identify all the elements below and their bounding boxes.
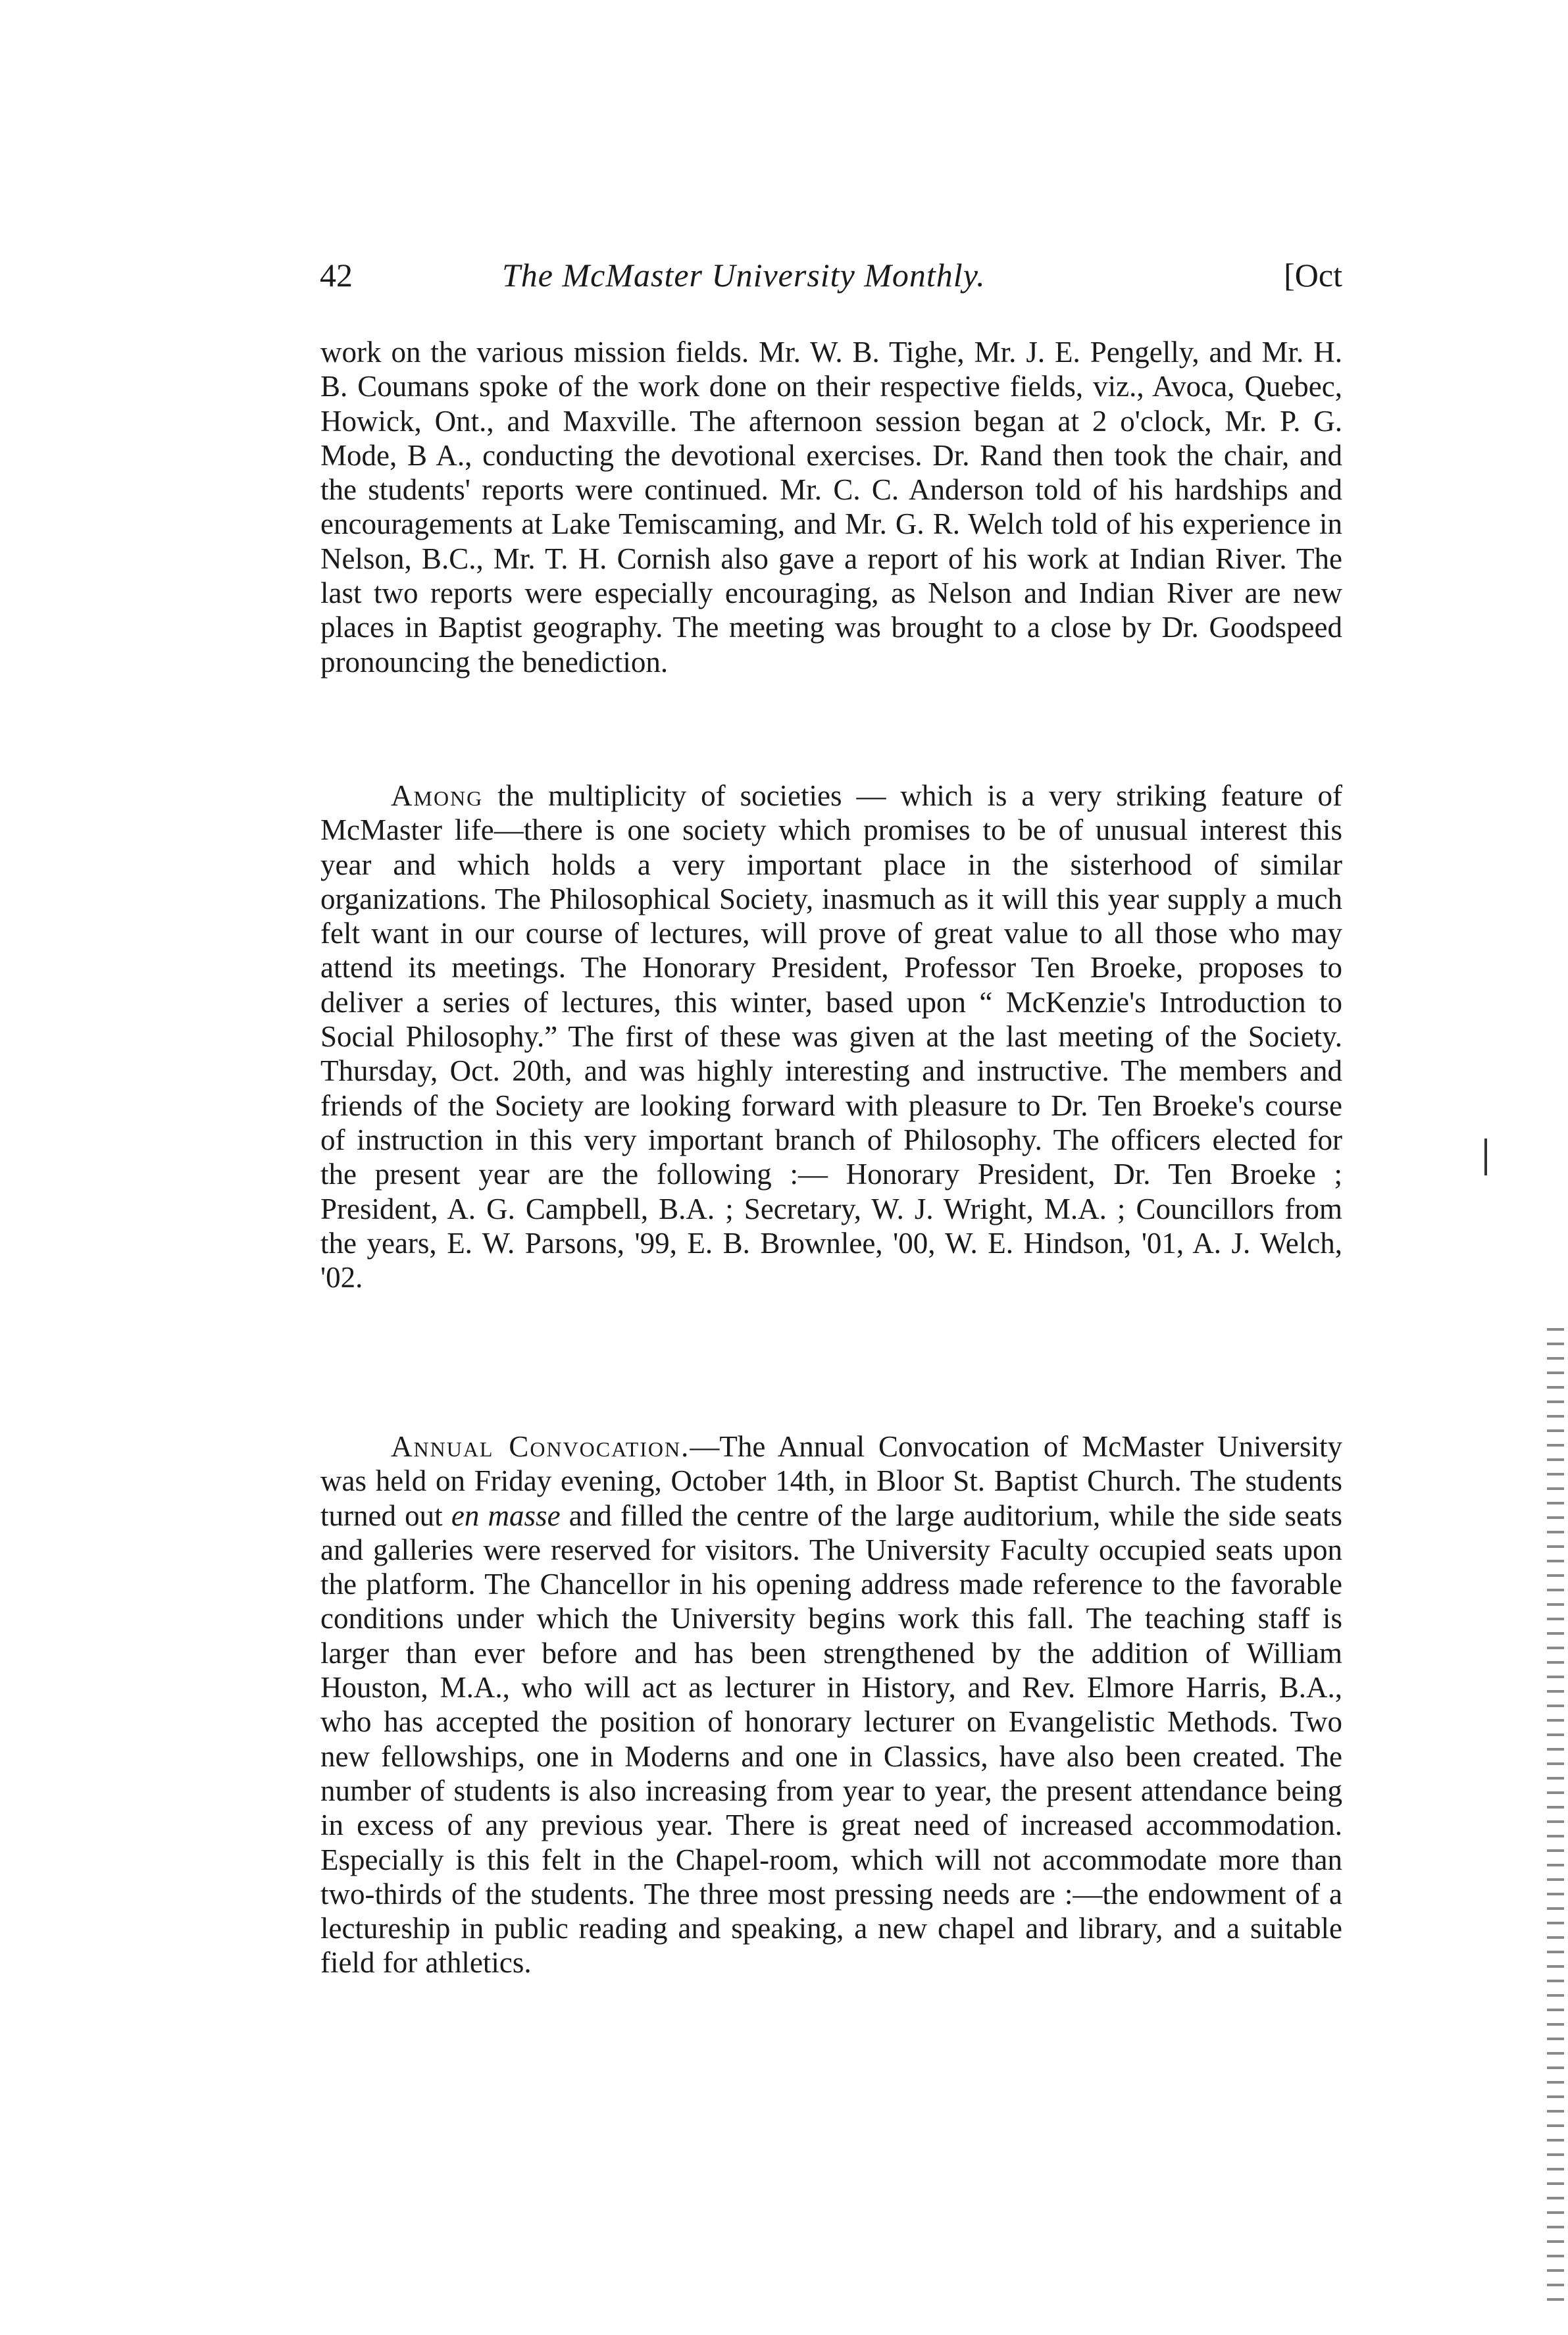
issue-month: [Oct — [1284, 257, 1342, 294]
section-heading: Annual Convocation. — [391, 1430, 690, 1463]
paragraph-text: work on the various mission fields. Mr. W. B. Tighe, Mr. J. E. Pengelly, and Mr. H. B. Coumans spoke of the work done on their respective fields, viz., Avoca, Quebec, Howick, Ont., and Maxville. The afternoon session began at 2 o'clock, Mr. P. G. Mode, B A., conducting the devotional exercises. Dr. Rand then took the chair, and the students' reports were continued. Mr. C. C. Anderson told of his hardships and encouragements at Lake Temiscaming, and Mr. G. R. Welch told of his experience in Nelson, B.C., Mr. T. H. Cornish also gave a report of his work at Indian River. The last two reports were especially encouraging, as Nelson and Indian River are new places in Baptist geography. The meeting was brought to a close by Dr. Goodspeed pronouncing the benediction. — [320, 336, 1342, 679]
paragraph-philosophical-society — [320, 779, 1342, 1295]
scan-artifact-mark — [1484, 1139, 1487, 1175]
italic-phrase: en masse — [451, 1499, 561, 1532]
scan-edge-artifact — [1547, 1316, 1564, 2303]
paragraph-text: the multiplicity of societies — which is a very striking feature of McMaster life—there is one society which promises to be of unusual interest this year and which holds a very important place in the sisterhood of similar organizations. The Philosophical Society, inasmuch as it will this year supply a much felt want in our course of lectures, will prove of great value to all those who may attend its meetings. The Honorary President, Professor Ten Broeke, proposes to deliver a series of lectures, this winter, based upon “ McKenzie's Introduction to Social Philosophy.” The first of these was given at the last meeting of the Society. Thursday, Oct. 20th, and was highly interesting and instructive. The members and friends of the Society are looking forward with pleasure to Dr. Ten Broeke's course of instruction in this very important branch of Philosophy. The officers elected for the present year are the following :— Honorary President, Dr. Ten Broeke ; President, A. G. Campbell, B.A. ; Secretary, W. J. Wright, M.A. ; Councillors from the years, E. W. Parsons, '99, E. B. Brownlee, '00, W. E. Hindson, '01, A. J. Welch, '02. — [320, 779, 1342, 1295]
paragraph-text: —The Annual Convocation of McMaster University was held on Friday evening, October 14th, in Bloor St. Baptist Church. The students turned out — [320, 1430, 1342, 1532]
paragraph-body — [320, 1429, 1342, 1980]
journal-title: The McMaster University Monthly. — [502, 257, 986, 294]
paragraph-lead-word: Among — [391, 779, 484, 812]
paragraph-annual-convocation — [320, 1429, 1342, 1980]
page-number: 42 — [320, 257, 353, 294]
paragraph-text-continued: and filled the centre of the large auditorium, while the side seats and galleries were reserved for visitors. The University Faculty occupied seats upon the platform. The Chancellor in his opening address made reference to the favorable conditions under which the University begins work this fall. The teaching staff is larger than ever before and has been strengthened by the addition of William Houston, M.A., who will act as lecturer in History, and Rev. Elmore Harris, B.A., who has accepted the position of honorary lecturer on Evangelistic Methods. Two new fellowships, one in Moderns and one in Classics, have also been created. The number of students is also increasing from year to year, the present attendance being in excess of any previous year. There is great need of increased accommodation. Especially is this felt in the Chapel-room, which will not accommodate more than two-thirds of the students. The three most pressing needs are :—the endowment of a lectureship in public reading and speaking, a new chapel and library, and a suitable field for athletics. — [320, 1499, 1342, 1980]
paragraph-body — [320, 779, 1342, 1295]
paragraph-mission-reports — [320, 335, 1342, 679]
running-head — [320, 249, 1342, 301]
